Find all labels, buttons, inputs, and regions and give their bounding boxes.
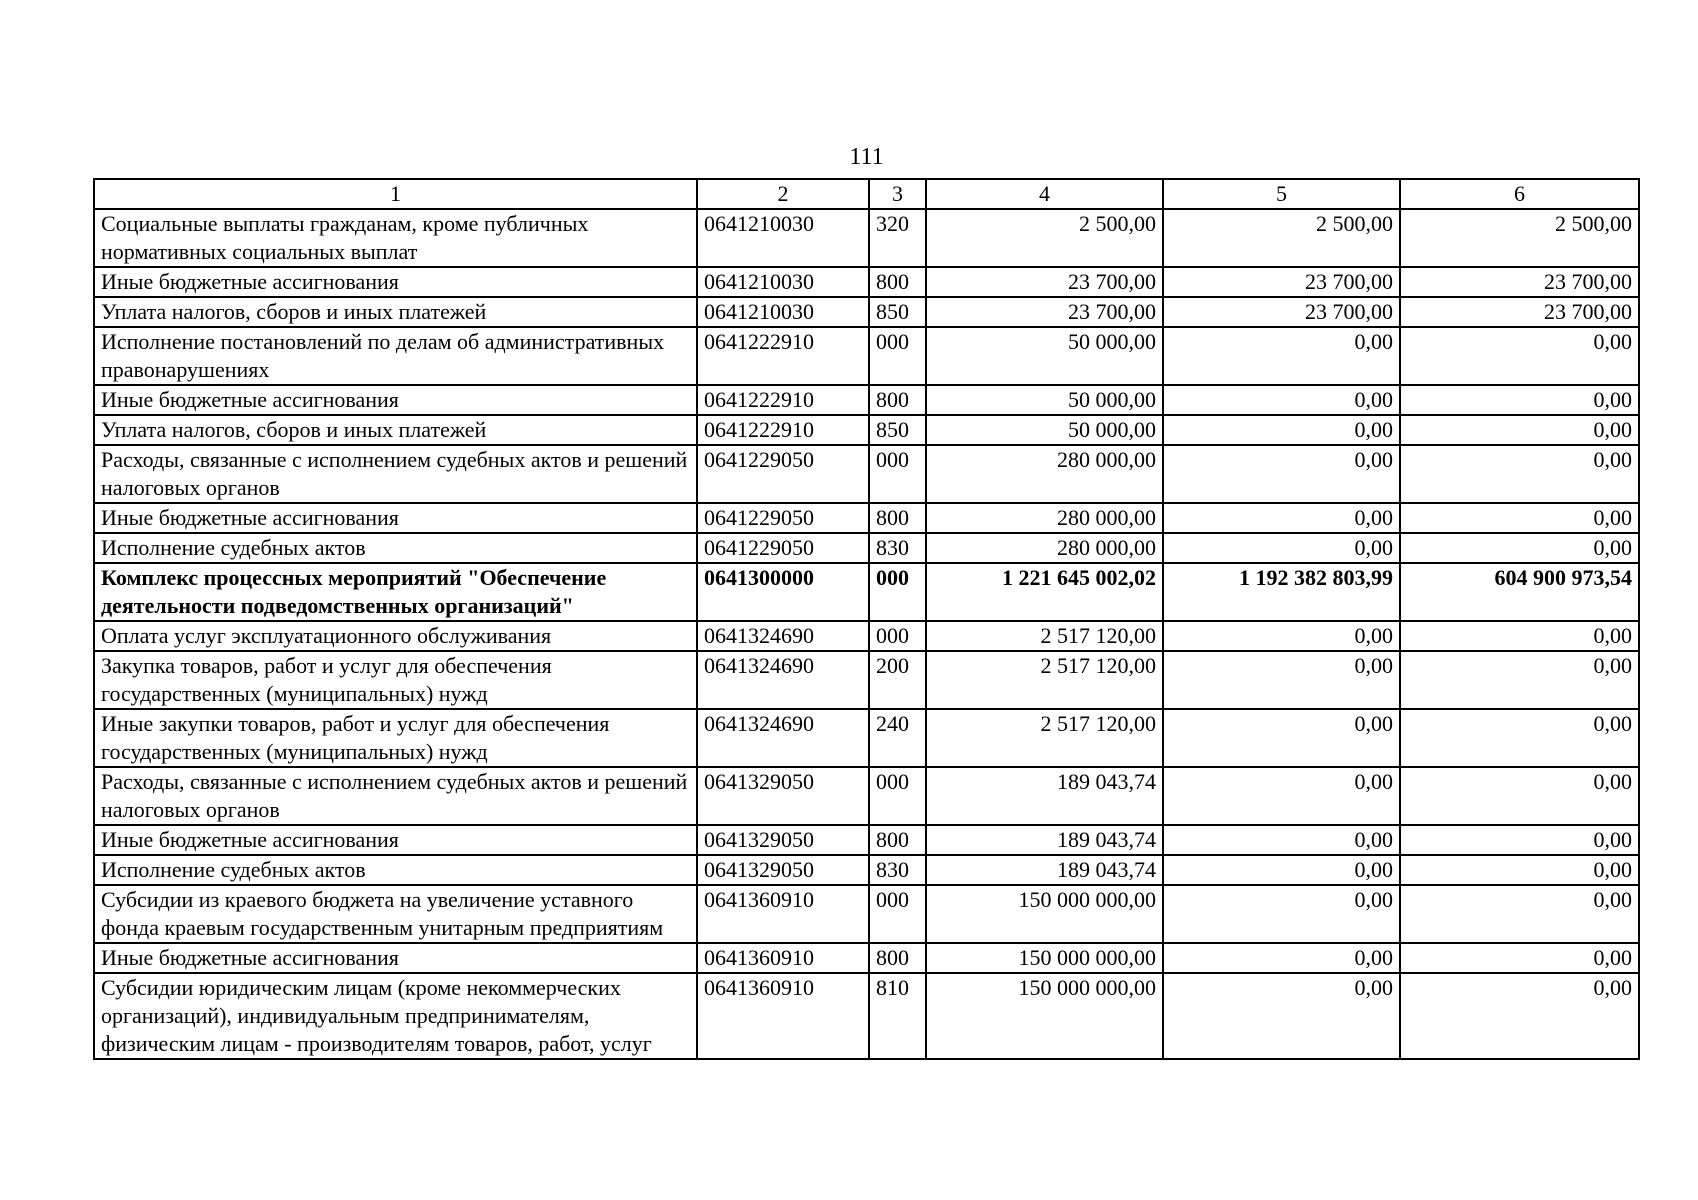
row-value-5-cell: 0,00 — [1163, 885, 1400, 943]
row-value-4-cell: 280 000,00 — [926, 445, 1163, 503]
row-code-cell: 0641300000 — [697, 563, 869, 621]
row-name-cell: Иные бюджетные ассигнования — [94, 943, 697, 973]
table-row — [94, 651, 1639, 709]
row-value-6-cell: 0,00 — [1400, 885, 1639, 943]
table-row — [94, 885, 1639, 943]
row-value-6-cell: 0,00 — [1400, 855, 1639, 885]
row-value-6-cell: 0,00 — [1400, 767, 1639, 825]
row-value-4-cell: 2 500,00 — [926, 209, 1163, 267]
row-value-5-cell: 0,00 — [1163, 503, 1400, 533]
row-kvr-cell: 830 — [869, 533, 926, 563]
table-row — [94, 385, 1639, 415]
row-value-5-cell: 0,00 — [1163, 533, 1400, 563]
table-row — [94, 943, 1639, 973]
row-kvr-cell: 800 — [869, 267, 926, 297]
row-name-cell: Иные бюджетные ассигнования — [94, 267, 697, 297]
row-name-cell: Оплата услуг эксплуатационного обслуживания — [94, 621, 697, 651]
row-value-5-cell: 0,00 — [1163, 825, 1400, 855]
column-header-1: 1 — [94, 179, 697, 209]
row-code-cell: 0641229050 — [697, 445, 869, 503]
row-name-cell: Иные бюджетные ассигнования — [94, 385, 697, 415]
row-value-4-cell: 50 000,00 — [926, 415, 1163, 445]
row-value-5-cell: 0,00 — [1163, 621, 1400, 651]
row-name-cell: Расходы, связанные с исполнением судебных актов и решений налоговых органов — [94, 767, 697, 825]
row-code-cell: 0641324690 — [697, 709, 869, 767]
row-value-5-cell: 0,00 — [1163, 415, 1400, 445]
table-row — [94, 415, 1639, 445]
row-value-5-cell: 0,00 — [1163, 973, 1400, 1059]
row-code-cell: 0641360910 — [697, 943, 869, 973]
column-header-2: 2 — [697, 179, 869, 209]
row-value-6-cell: 0,00 — [1400, 943, 1639, 973]
column-header-6: 6 — [1400, 179, 1639, 209]
row-value-6-cell: 604 900 973,54 — [1400, 563, 1639, 621]
row-value-5-cell: 23 700,00 — [1163, 297, 1400, 327]
table-row — [94, 563, 1639, 621]
table-row — [94, 767, 1639, 825]
row-kvr-cell: 850 — [869, 415, 926, 445]
table-row — [94, 209, 1639, 267]
row-value-6-cell: 23 700,00 — [1400, 267, 1639, 297]
row-kvr-cell: 800 — [869, 385, 926, 415]
row-kvr-cell: 000 — [869, 445, 926, 503]
row-name-cell: Иные бюджетные ассигнования — [94, 825, 697, 855]
row-value-5-cell: 23 700,00 — [1163, 267, 1400, 297]
row-code-cell: 0641329050 — [697, 855, 869, 885]
row-name-cell: Закупка товаров, работ и услуг для обеспечения государственных (муниципальных) нужд — [94, 651, 697, 709]
row-name-cell: Социальные выплаты гражданам, кроме публичных нормативных социальных выплат — [94, 209, 697, 267]
row-value-6-cell: 0,00 — [1400, 709, 1639, 767]
row-value-6-cell: 2 500,00 — [1400, 209, 1639, 267]
row-name-cell: Исполнение судебных актов — [94, 855, 697, 885]
row-code-cell: 0641329050 — [697, 767, 869, 825]
row-kvr-cell: 830 — [869, 855, 926, 885]
row-value-5-cell: 0,00 — [1163, 709, 1400, 767]
header-row — [94, 179, 1639, 209]
table-row — [94, 533, 1639, 563]
row-value-5-cell: 0,00 — [1163, 767, 1400, 825]
row-value-4-cell: 1 221 645 002,02 — [926, 563, 1163, 621]
row-value-4-cell: 150 000 000,00 — [926, 943, 1163, 973]
row-value-6-cell: 0,00 — [1400, 503, 1639, 533]
table-row — [94, 445, 1639, 503]
row-value-5-cell: 0,00 — [1163, 651, 1400, 709]
row-name-cell: Исполнение постановлений по делам об административных правонарушениях — [94, 327, 697, 385]
row-code-cell: 0641324690 — [697, 651, 869, 709]
column-header-5: 5 — [1163, 179, 1400, 209]
row-value-4-cell: 50 000,00 — [926, 385, 1163, 415]
budget-table — [93, 178, 1640, 1060]
row-value-6-cell: 0,00 — [1400, 445, 1639, 503]
row-value-4-cell: 2 517 120,00 — [926, 651, 1163, 709]
row-name-cell: Исполнение судебных актов — [94, 533, 697, 563]
table-row — [94, 825, 1639, 855]
row-value-5-cell: 2 500,00 — [1163, 209, 1400, 267]
row-kvr-cell: 000 — [869, 327, 926, 385]
row-kvr-cell: 000 — [869, 563, 926, 621]
row-kvr-cell: 000 — [869, 767, 926, 825]
row-value-6-cell: 0,00 — [1400, 385, 1639, 415]
row-kvr-cell: 240 — [869, 709, 926, 767]
row-kvr-cell: 850 — [869, 297, 926, 327]
row-value-4-cell: 150 000 000,00 — [926, 885, 1163, 943]
row-code-cell: 0641210030 — [697, 297, 869, 327]
column-header-3: 3 — [869, 179, 926, 209]
table-row — [94, 709, 1639, 767]
row-code-cell: 0641329050 — [697, 825, 869, 855]
row-kvr-cell: 810 — [869, 973, 926, 1059]
row-kvr-cell: 800 — [869, 503, 926, 533]
row-kvr-cell: 200 — [869, 651, 926, 709]
row-name-cell: Комплекс процессных мероприятий "Обеспечение деятельности подведомственных организаций" — [94, 563, 697, 621]
row-value-5-cell: 0,00 — [1163, 855, 1400, 885]
row-code-cell: 0641222910 — [697, 327, 869, 385]
row-name-cell: Уплата налогов, сборов и иных платежей — [94, 297, 697, 327]
row-value-4-cell: 189 043,74 — [926, 855, 1163, 885]
row-code-cell: 0641360910 — [697, 885, 869, 943]
row-name-cell: Расходы, связанные с исполнением судебных актов и решений налоговых органов — [94, 445, 697, 503]
page-number: 111 — [849, 144, 884, 170]
row-value-4-cell: 23 700,00 — [926, 297, 1163, 327]
row-value-6-cell: 0,00 — [1400, 651, 1639, 709]
row-value-6-cell: 0,00 — [1400, 621, 1639, 651]
row-kvr-cell: 320 — [869, 209, 926, 267]
row-value-4-cell: 189 043,74 — [926, 767, 1163, 825]
table-row — [94, 973, 1639, 1059]
row-value-4-cell: 280 000,00 — [926, 503, 1163, 533]
row-code-cell: 0641222910 — [697, 415, 869, 445]
table-row — [94, 503, 1639, 533]
row-value-4-cell: 189 043,74 — [926, 825, 1163, 855]
row-code-cell: 0641324690 — [697, 621, 869, 651]
row-name-cell: Иные бюджетные ассигнования — [94, 503, 697, 533]
row-value-4-cell: 2 517 120,00 — [926, 709, 1163, 767]
row-value-5-cell: 0,00 — [1163, 445, 1400, 503]
row-value-6-cell: 23 700,00 — [1400, 297, 1639, 327]
row-kvr-cell: 000 — [869, 885, 926, 943]
row-code-cell: 0641210030 — [697, 267, 869, 297]
row-value-4-cell: 150 000 000,00 — [926, 973, 1163, 1059]
table-row — [94, 327, 1639, 385]
table-row — [94, 297, 1639, 327]
row-value-6-cell: 0,00 — [1400, 533, 1639, 563]
row-kvr-cell: 000 — [869, 621, 926, 651]
row-value-6-cell: 0,00 — [1400, 415, 1639, 445]
table-row — [94, 267, 1639, 297]
row-code-cell: 0641229050 — [697, 533, 869, 563]
table-row — [94, 855, 1639, 885]
row-value-6-cell: 0,00 — [1400, 825, 1639, 855]
row-code-cell: 0641360910 — [697, 973, 869, 1059]
row-value-5-cell: 0,00 — [1163, 385, 1400, 415]
row-value-6-cell: 0,00 — [1400, 327, 1639, 385]
row-value-4-cell: 280 000,00 — [926, 533, 1163, 563]
row-value-6-cell: 0,00 — [1400, 973, 1639, 1059]
row-code-cell: 0641210030 — [697, 209, 869, 267]
table-row — [94, 621, 1639, 651]
column-header-4: 4 — [926, 179, 1163, 209]
row-value-4-cell: 2 517 120,00 — [926, 621, 1163, 651]
row-value-5-cell: 1 192 382 803,99 — [1163, 563, 1400, 621]
row-name-cell: Субсидии юридическим лицам (кроме некоммерческих организаций), индивидуальным предпринимателям, физическим лицам - производителям товаров, работ, услуг — [94, 973, 697, 1059]
row-kvr-cell: 800 — [869, 943, 926, 973]
row-value-4-cell: 23 700,00 — [926, 267, 1163, 297]
row-value-4-cell: 50 000,00 — [926, 327, 1163, 385]
row-value-5-cell: 0,00 — [1163, 943, 1400, 973]
row-code-cell: 0641229050 — [697, 503, 869, 533]
row-kvr-cell: 800 — [869, 825, 926, 855]
row-value-5-cell: 0,00 — [1163, 327, 1400, 385]
row-name-cell: Иные закупки товаров, работ и услуг для обеспечения государственных (муниципальных) нужд — [94, 709, 697, 767]
row-name-cell: Субсидии из краевого бюджета на увеличение уставного фонда краевым государственным унитарным предприятиям — [94, 885, 697, 943]
row-name-cell: Уплата налогов, сборов и иных платежей — [94, 415, 697, 445]
row-code-cell: 0641222910 — [697, 385, 869, 415]
